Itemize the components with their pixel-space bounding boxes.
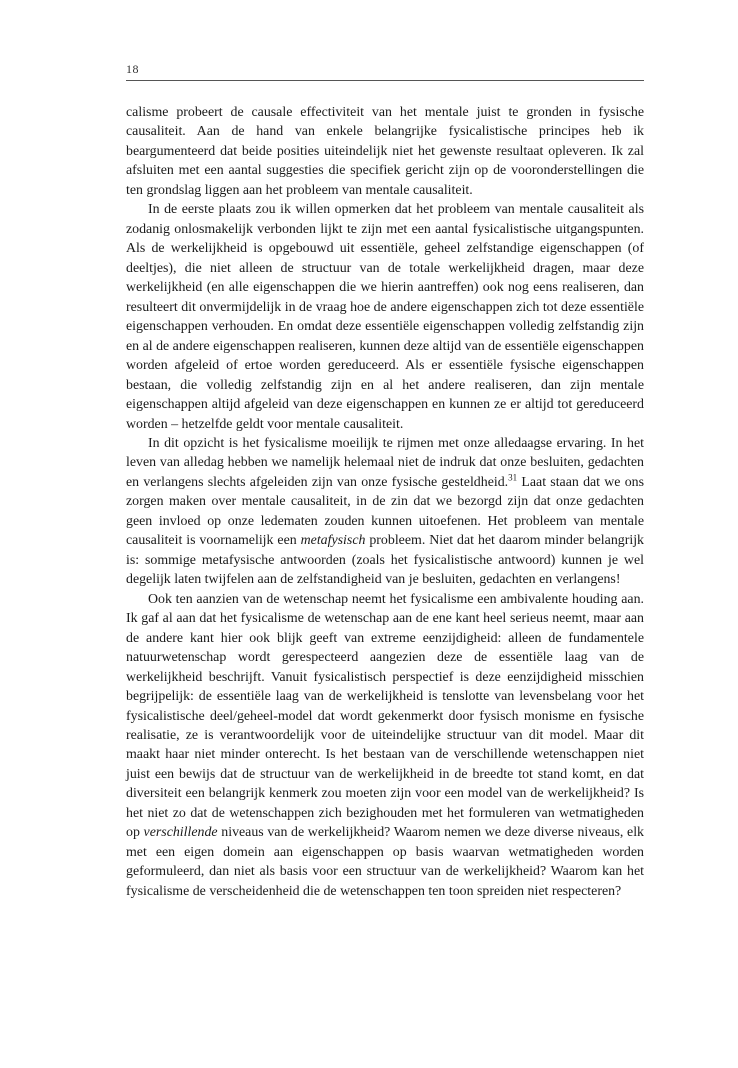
emphasis-verschillende: verschillende [143,825,218,841]
paragraph-2: In de eerste plaats zou ik willen opmerken dat het probleem van mentale causaliteit als zodanig onlosmakelijk verbonden lijkt te zijn met een aantal fysicalistische uitgangspunten. Als de werkelijkheid is opgebouwd uit essentiële, geheel zelfstandige eigenschappen (of deeltjes), die niet alleen de structuur van de totale werkelijkheid dragen, maar deze werkelijkheid (en alle eigenschappen die we hierin aantreffen) ook nog eens realiseren, dan resulteert dit onvermijdelijk in de vraag hoe de andere eigenschappen zich tot deze essentiële eigenschappen verhouden. En omdat deze essentiële eigenschappen volledig zelfstandig zijn en al de andere eigenschappen realiseren, kunnen deze altijd van de essentiële eigenschappen worden afgeleid of ertoe worden gereduceerd. Als er essentiële fysische eigenschappen bestaan, die volledig zelfstandig zijn en al het andere realiseren, dan zijn mentale eigenschappen altijd afgeleid van deze eigenschappen en kunnen ze er altijd tot gereduceerd worden – hetzelfde geldt voor mentale causaliteit. [126,202,644,432]
paragraph-3 [126,434,644,590]
page-number: 18 [126,62,139,76]
footnote-marker[interactable]: 31 [508,472,518,483]
header-rule [126,80,644,81]
body-text [126,103,644,901]
paragraph-3-text-c: probleem. Niet dat het daarom minder belangrijk is: sommige metafysische antwoorden (zoals het fysicalistische antwoord) kunnen je wel degelijk laten twijfelen aan de zelfstandigheid van je besluiten, gedachten en verlangens! [126,533,645,588]
paragraph-4-text-a: Ook ten aanzien van de wetenschap neemt het fysicalisme een ambivalente houding aan. Ik gaf al aan dat het fysicalisme de wetenschap aan de ene kant heel serieus neemt, maar aan de andere kant hier ook blijk geeft van extreme eenzijdigheid: alleen de fundamentele natuurwetenschap wordt gerespecteerd aangezien deze de essentiële laag van de werkelijkheid beschrijft. Vanuit fysicalistisch perspectief is deze eenzijdigheid misschien begrijpelijk: de essentiële laag van de werkelijkheid is tenslotte van levensbelang voor het fysicalistische deel/geheel-model dat wordt gekenmerkt door fysisch monisme en fysische realisatie, ze is verantwoordelijk voor de uiteindelijke structuur van dit model. Maar dit maakt haar niet minder onterecht. Is het bestaan van de verschillende wetenschappen niet juist een bewijs dat de structuur van de werkelijkheid in de breedte tot stand komt, en dat diversiteit een belangrijk kenmerk zou moeten zijn voor een model van de werkelijkheid? Is het niet zo dat de wetenschappen zich bezighouden met het formuleren van wetmatigheden op [126,591,644,841]
paragraph-3-text-b: Laat staan dat we ons zorgen maken over mentale causaliteit, in de zin dat we bezorgd zijn dat onze gedachten geen invloed op onze ledematen zouden kunnen uitoefenen. Het probleem van mentale causaliteit is voornamelijk een [126,474,644,549]
emphasis-metafysisch: metafysisch [300,533,366,549]
paragraph-3-text-a: In dit opzicht is het fysicalisme moeilijk te rijmen met onze alledaagse ervaring. In het leven van alledag hebben we namelijk helemaal niet de indruk dat onze besluiten, gedachten en verlangens slechts afgeleiden zijn van onze fysische gesteldheid. [126,435,644,490]
paragraph-1: calisme probeert de causale effectiviteit van het mentale juist te gronden in fysische causaliteit. Aan de hand van enkele belangrijke fysicalistische principes heb ik beargumenteerd dat beide posities uiteindelijk niet het gewenste resultaat opleveren. Ik zal afsluiten met een aantal suggesties die specifiek gericht zijn op de vooronderstellingen die ten grondslag liggen aan het probleem van mentale causaliteit. [126,105,644,198]
paragraph-4-text-b: niveaus van de werkelijkheid? Waarom nemen we deze diverse niveaus, elk met een eigen domein aan eigenschappen op basis waarvan wetmatigheden worden geformuleerd, dan niet als basis voor een structuur van de werkelijkheid? Waarom kan het fysicalisme de verscheidenheid die de wetenschappen ten toon spreiden niet respecteren? [126,825,644,899]
paragraph-4 [126,590,644,902]
